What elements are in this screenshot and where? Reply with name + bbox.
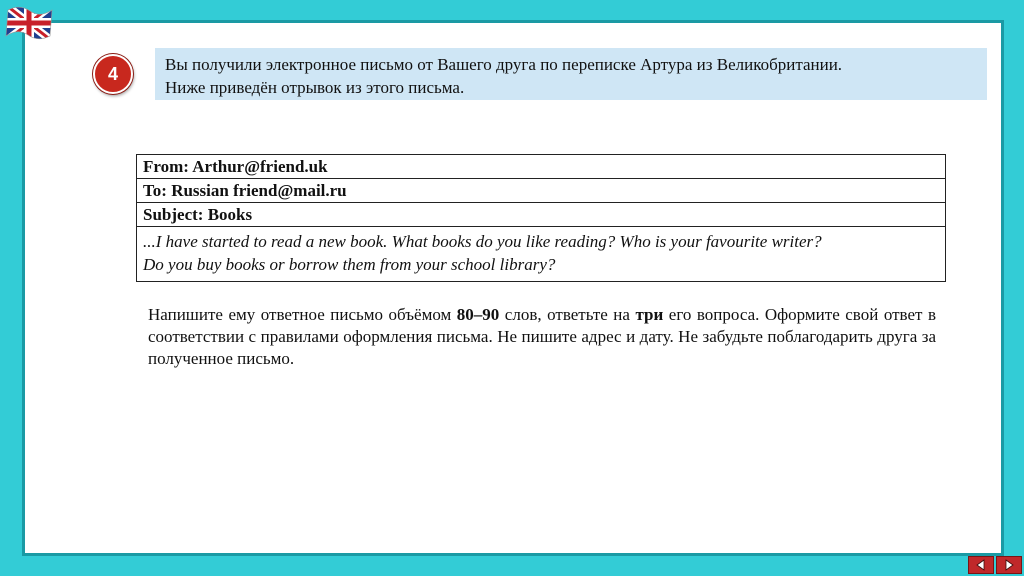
uk-flag-icon	[2, 2, 56, 44]
previous-slide-button[interactable]	[968, 556, 994, 574]
email-subject: Subject: Books	[137, 203, 946, 227]
task-number-badge: 4	[93, 54, 133, 94]
email-body	[137, 227, 946, 282]
instruction-line-2: Ниже приведён отрывок из этого письма.	[165, 78, 465, 97]
email-to: To: Russian friend@mail.ru	[137, 179, 946, 203]
arrow-left-icon	[974, 559, 988, 571]
assignment-part-2: слов, ответьте на	[499, 305, 636, 324]
assignment-part-3: его вопроса. Оформите свой ответ в соответствии с правилами оформления письма. Не пишите адрес и дату. Не забудьте поблагодарить друга за полученное письмо.	[148, 305, 936, 368]
email-from: From: Arthur@friend.uk	[137, 155, 946, 179]
assignment-count-word: три	[635, 305, 664, 324]
slide	[22, 20, 1004, 556]
assignment-part-1: Напишите ему ответное письмо объёмом	[148, 305, 457, 324]
email-body-line-1: ...I have started to read a new book. What books do you like reading? Who is your favourite writer?	[143, 232, 822, 251]
slide-navigation	[968, 556, 1022, 574]
email-body-line-2: Do you buy books or borrow them from your school library?	[143, 255, 556, 274]
assignment-word-count: 80–90	[456, 305, 500, 324]
instruction-line-1: Вы получили электронное письмо от Вашего друга по переписке Артура из Великобритании.	[165, 55, 843, 74]
next-slide-button[interactable]	[996, 556, 1022, 574]
assignment-text	[148, 304, 936, 370]
arrow-right-icon	[1002, 559, 1016, 571]
instruction-box	[155, 48, 987, 100]
email-excerpt	[136, 154, 946, 282]
